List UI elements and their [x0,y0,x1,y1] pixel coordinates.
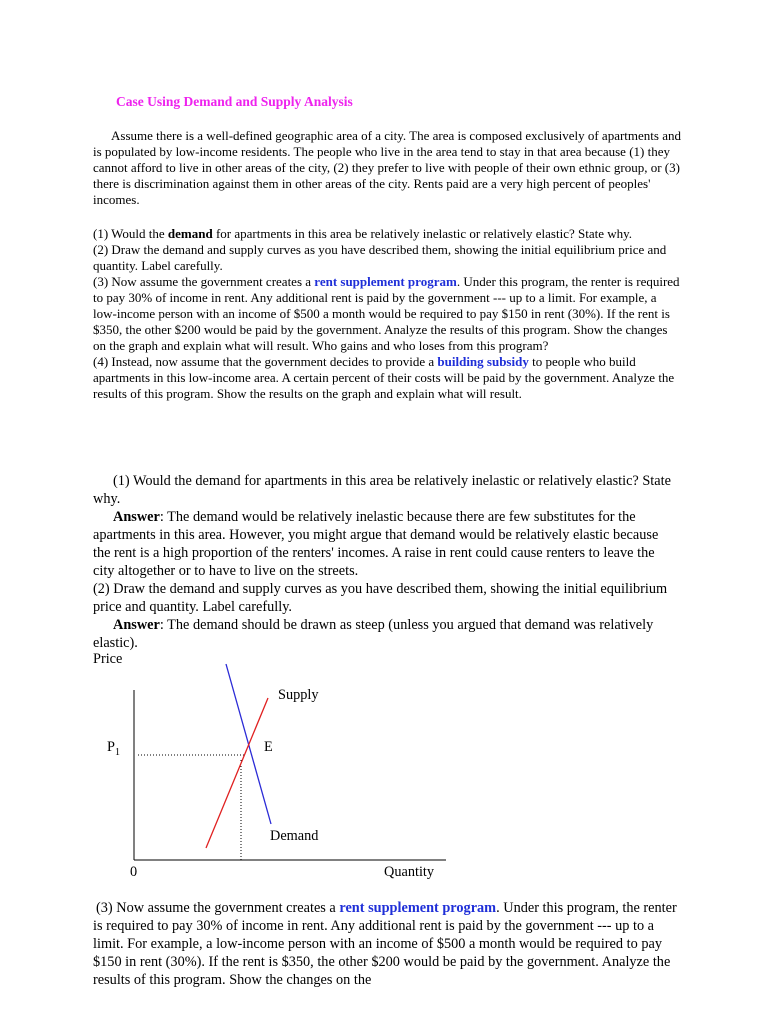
intro-text: Assume there is a well-defined geographic area of a city. The area is composed exclusively of apartments and is populated by low-income residents. The people who live in the area tend to stay in that area because (1) they cannot afford to live in other areas of the city, (2) they prefer to live with people of their own ethnic group, or (3) there is discrimination against them in other areas of the city. Rents paid are a very high percent of peoples' incomes. [93,128,681,207]
question-3-repeat: (3) Now assume the government creates a rent supplement program. Under this program, the renter is required to pay 30% of income in rent. Any additional rent is paid by the government --- up to a limit. For example, a low-income person with an income of $500 a month would be required to pay $150 in rent (30%). If the rent is $350, the other $200 would be paid by the government. Analyze the results of this program. Show the changes on the [93,900,677,988]
demand-emphasis: demand [167,226,213,241]
answer-2: Answer: The demand should be drawn as steep (unless you argued that demand was relatively elastic). [93,617,654,651]
answer-1-label: Answer [113,509,160,525]
rent-supplement-highlight: rent supplement program [314,274,457,289]
question-4: (4) Instead, now assume that the government decides to provide a building subsidy to people who build apartments in this low-income area. A certain percent of their costs will be paid by the government. Analyze the results of this program. Show the results on the graph and explain what will result. [93,354,675,401]
supply-curve [206,698,268,848]
answer-2-question: (2) Draw the demand and supply curves as you have described them, showing the initial equilibrium price and quantity. Label carefully. [93,581,668,615]
document-title: Case Using Demand and Supply Analysis [116,94,353,109]
equilibrium-label: E [264,739,273,755]
rent-supplement-highlight-repeat: rent supplement program [339,900,497,916]
origin-label: 0 [130,864,138,880]
answer-1: Answer: The demand would be relatively inelastic because there are few substitutes for the apartments in this area. However, you might argue that demand would be relatively elastic because the rent is a high proportion of the renters' incomes. A raise in rent could cause renters to leave the city altogether or to have to live on the streets. [93,509,659,579]
demand-label: Demand [270,828,319,844]
quantity-axis-label: Quantity [384,864,435,880]
answer-2-label: Answer [113,617,160,633]
question-2: (2) Draw the demand and supply curves as you have described them, showing the initial equilibrium price and quantity. Label carefully. [93,242,667,273]
answer-1-question: (1) Would the demand for apartments in this area be relatively inelastic or relatively elastic? State why. [93,473,671,507]
price-axis-label: Price [93,651,123,667]
building-subsidy-highlight: building subsidy [437,354,529,369]
question-3: (3) Now assume the government creates a rent supplement program. Under this program, the renter is required to pay 30% of income in rent. Any additional rent is paid by the government --- up to a limit. For example, a low-income person with an income of $500 a month would be required to pay $150 in rent (30%). If the rent is $350, the other $200 would be paid by the government. Analyze the results of this program. Show the changes on the graph and explain what will result. Who gains and who loses from this program? [93,274,680,353]
question-1: (1) Would the demand for apartments in this area be relatively inelastic or relatively elastic? State why. [93,226,633,241]
p1-subscript: 1 [114,746,120,758]
p1-label: $P_1$ [107,739,120,758]
supply-label: Supply [278,687,319,703]
